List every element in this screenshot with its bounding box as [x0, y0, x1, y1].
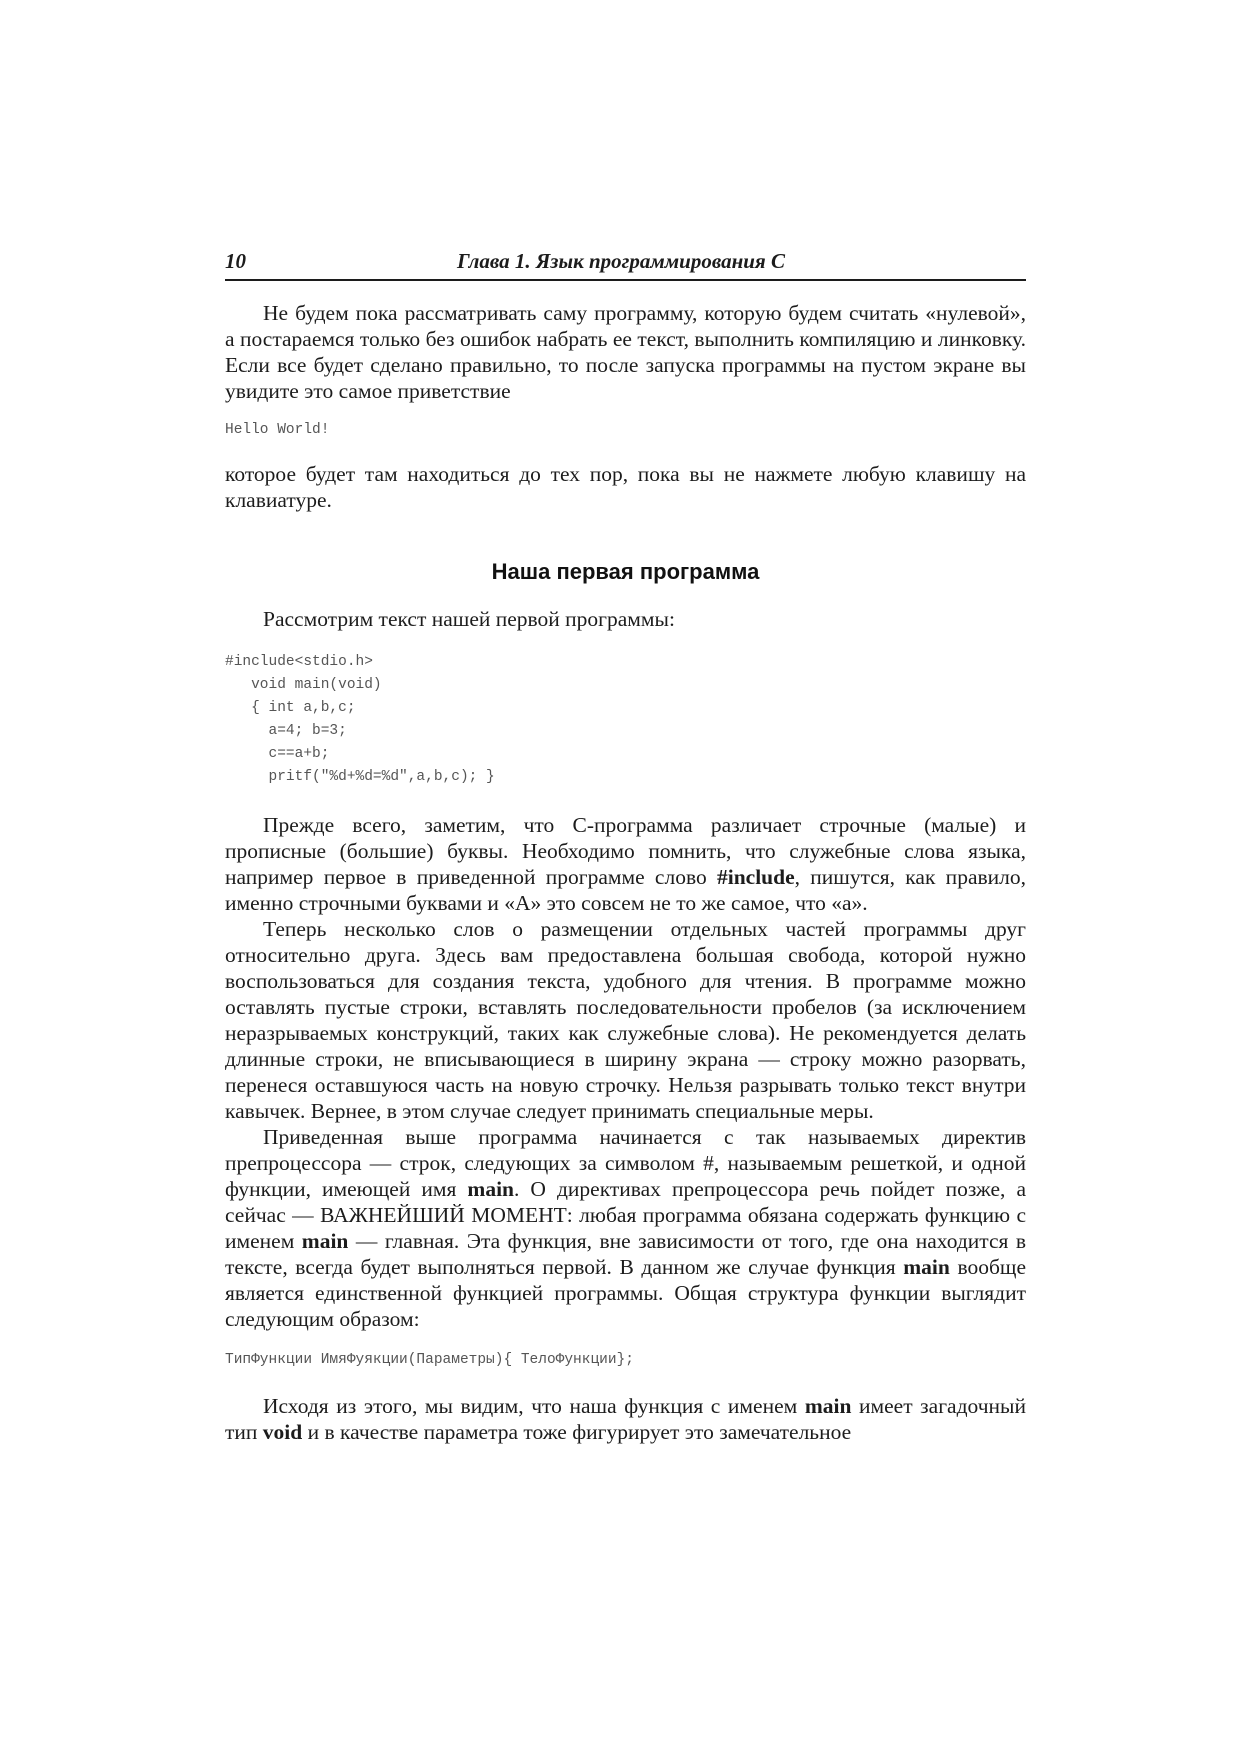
keyword-main: main — [903, 1255, 950, 1279]
case-text-1: Прежде всего, заметим, что C-программа различает строчные (малые) и прописные (большие) буквы. Необходимо помнить, что служебные слова языка, например первое в приведенной программе слово — [225, 813, 1026, 889]
hello-output-code: Hello World! — [225, 422, 330, 438]
intro-continuation: которое будет там находиться до тех пор, пока вы не нажмете любую клавишу на клавиатуре. — [225, 462, 1026, 512]
keyword-main: main — [301, 1229, 349, 1253]
program-code: #include<stdio.h> void main(void) { int a,b,c; a=4; b=3; c==a+b; pritf("%d+%d=%d",a,b,c); } — [225, 654, 495, 785]
main-text-1: Приведенная выше программа начинается с так называемых директив препроцессора — строк, следующих за символом #, называемым решеткой, и одной функции, имеющей имя — [225, 1125, 1026, 1201]
void-text-3: и в качестве параметра тоже фигурирует это замечательное — [302, 1420, 852, 1444]
section-lead: Рассмотрим текст нашей первой программы: — [263, 607, 675, 631]
case-paragraph — [225, 812, 1026, 916]
main-text-4: вообще является единственной функцией программы. Общая структура функции выглядит следующим образом: — [225, 1255, 1026, 1331]
main-paragraph — [225, 1124, 1026, 1332]
layout-paragraph: Теперь несколько слов о размещении отдельных частей программы друг относительно друга. Здесь вам предоставлена большая свобода, которой нужно воспользоваться для создания текста, удобного для чтения. В программе можно оставлять пустые строки, вставлять последовательности пробелов (за исключением неразрываемых конструкций, таких как служебные слова). Не рекомендуется делать длинные строки, не вписывающиеся в ширину экрана — строку можно разорвать, перенеся оставшуюся часть на новую строчку. Нельзя разрывать только текст внутри кавычек. Вернее, в этом случае следует принимать специальные меры. — [225, 917, 1026, 1123]
keyword-include: #include — [716, 865, 795, 889]
main-text-3: — главная. Эта функция, вне зависимости от того, где она находится в тексте, всегда будет выполняться первой. В данном же случае функция — [225, 1229, 1026, 1279]
chapter-title: Глава 1. Язык программирования C — [457, 249, 785, 273]
case-text-2: , пишутся, как правило, именно строчными буквами и «А» это совсем не то же самое, что «а». — [225, 865, 1026, 915]
void-text-2: имеет загадочный тип — [225, 1394, 1026, 1444]
main-text-2: . О директивах препроцессора речь пойдет позже, а сейчас — ВАЖНЕЙШИЙ МОМЕНТ: любая программа обязана содержать функцию с именем — [225, 1177, 1026, 1253]
intro-paragraph: Не будем пока рассматривать саму программу, которую будем считать «нулевой», а постараемся только без ошибок набрать ее текст, выполнить компиляцию и линковку. Если все будет сделано правильно, то после запуска программы на пустом экране вы увидите это самое приветствие — [225, 301, 1026, 403]
page-number: 10 — [225, 249, 246, 273]
void-paragraph — [225, 1393, 1026, 1445]
keyword-main: main — [804, 1394, 852, 1418]
page-body — [225, 300, 1026, 1445]
section-heading: Наша первая программа — [491, 559, 760, 584]
running-header — [225, 249, 1026, 281]
keyword-void: void — [262, 1420, 303, 1444]
keyword-main: main — [467, 1177, 514, 1201]
function-structure-code: ТипФункции ИмяФуякции(Параметры){ ТелоФункции}; — [225, 1352, 634, 1368]
void-text-1: Исходя из этого, мы видим, что наша функция с именем — [263, 1394, 805, 1418]
